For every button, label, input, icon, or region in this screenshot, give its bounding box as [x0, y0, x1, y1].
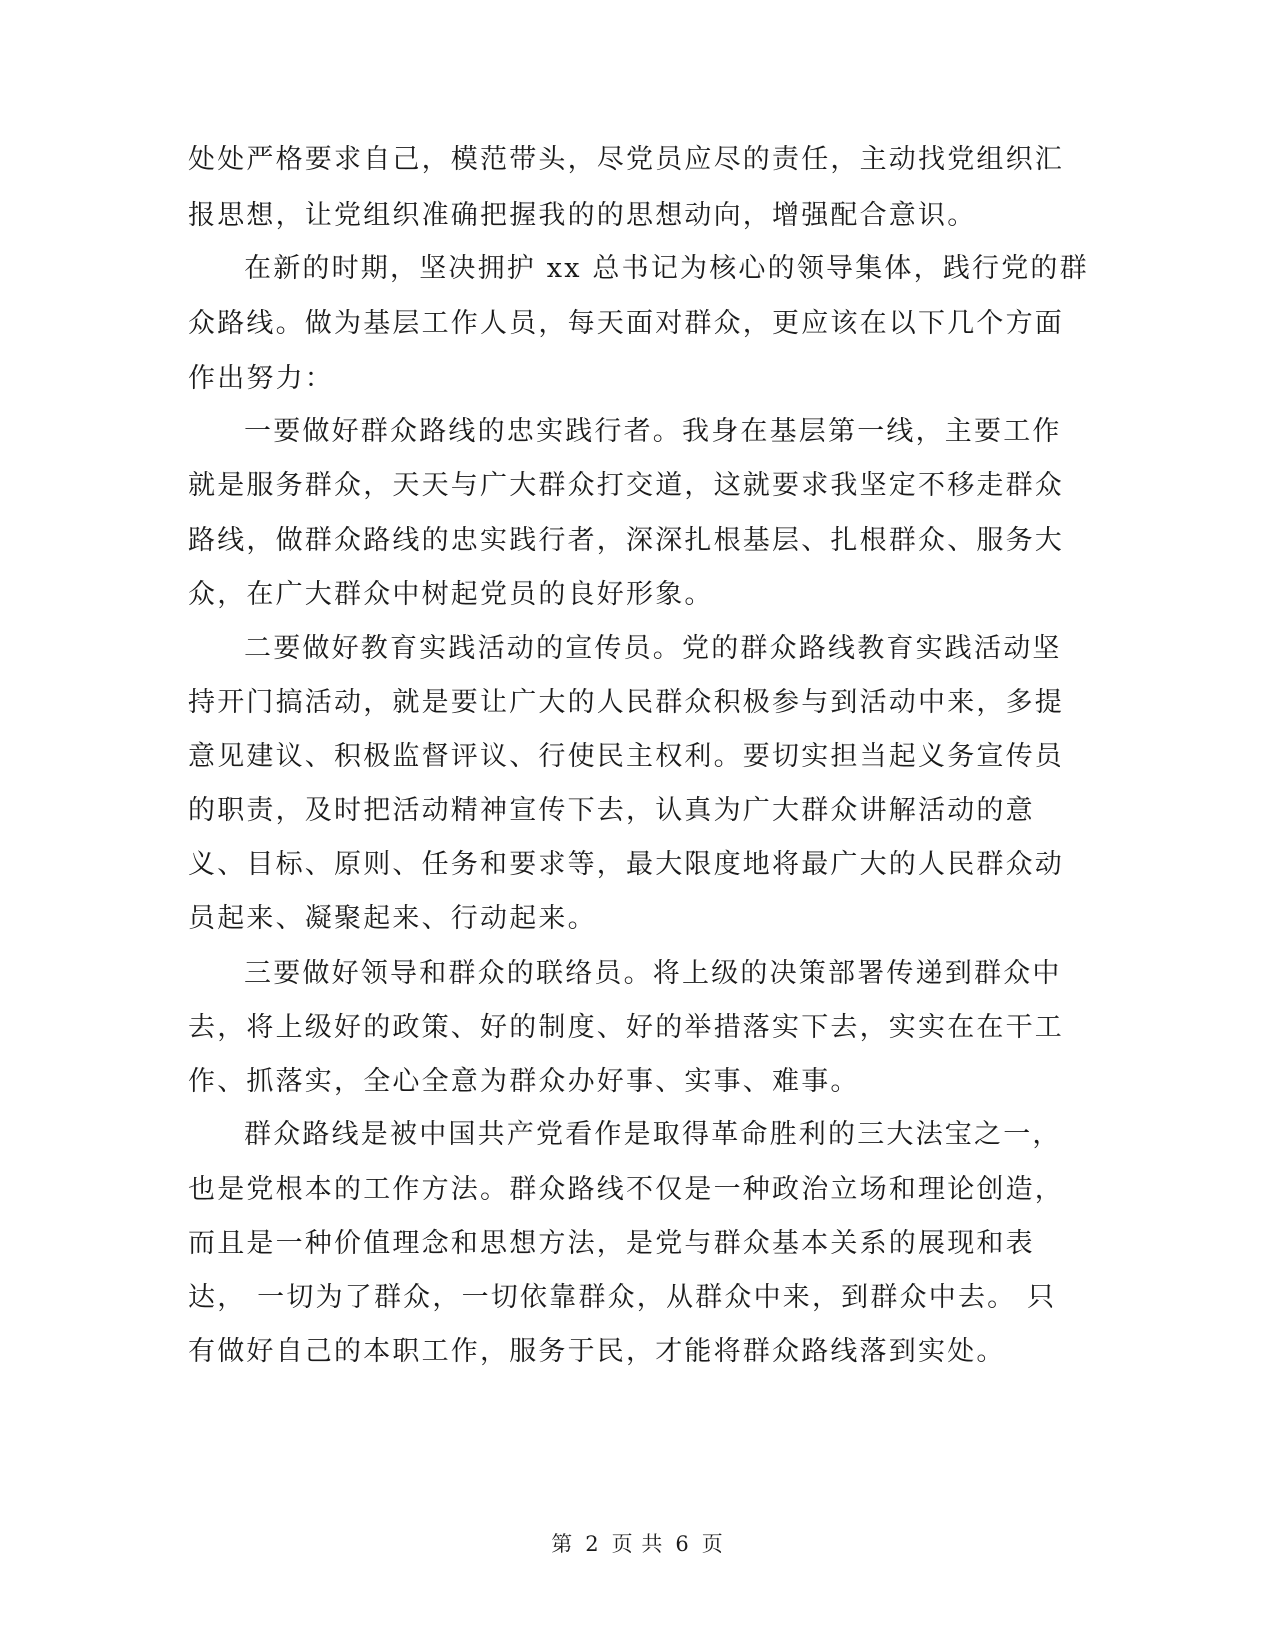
paragraph-line: 众，在广大群众中树起党员的良好形象。 [188, 579, 714, 610]
paragraph-line: 义、目标、原则、任务和要求等，最大限度地将最广大的人民群众动 [188, 849, 1064, 880]
paragraph-line: 二要做好教育实践活动的宣传员。党的群众路线教育实践活动坚 [244, 633, 1062, 664]
paragraph-line: 处处严格要求自己，模范带头，尽党员应尽的责任，主动找党组织汇 [188, 144, 1064, 175]
paragraph-line: 路线，做群众路线的忠实践行者，深深扎根基层、扎根群众、服务大 [188, 525, 1064, 556]
total-pages-number: 6 [675, 1532, 690, 1556]
paragraph-line: 的职责，及时把活动精神宣传下去，认真为广大群众讲解活动的意 [188, 795, 1035, 826]
paragraph-line: 群众路线是被中国共产党看作是取得革命胜利的三大法宝之一， [244, 1119, 1062, 1150]
paragraph-line: 报思想，让党组织准确把握我的的思想动向，增强配合意识。 [188, 200, 977, 231]
paragraph-line: 作出努力： [188, 363, 334, 394]
paragraph-line: 持开门搞活动，就是要让广大的人民群众积极参与到活动中来，多提 [188, 687, 1064, 718]
paragraph-line: 有做好自己的本职工作，服务于民，才能将群众路线落到实处。 [188, 1336, 1006, 1367]
footer-middle: 页 共 [611, 1532, 664, 1556]
paragraph-line: 就是服务群众，天天与广大群众打交道，这就要求我坚定不移走群众 [188, 470, 1064, 501]
footer-prefix: 第 [551, 1532, 574, 1556]
paragraph-line: 员起来、凝聚起来、行动起来。 [188, 903, 597, 934]
paragraph-line: 而且是一种价值理念和思想方法，是党与群众基本关系的展现和表 [188, 1228, 1035, 1259]
paragraph-line: 去，将上级好的政策、好的制度、好的举措落实下去，实实在在干工 [188, 1012, 1064, 1043]
paragraph-line: 作、抓落实，全心全意为群众办好事、实事、难事。 [188, 1066, 860, 1097]
paragraph-line: 意见建议、积极监督评议、行使民主权利。要切实担当起义务宣传员 [188, 741, 1064, 772]
paragraph-line: 也是党根本的工作方法。群众路线不仅是一种政治立场和理论创造， [188, 1174, 1064, 1205]
current-page-number: 2 [585, 1532, 600, 1556]
paragraph-line: 在新的时期，坚决拥护 xx 总书记为核心的领导集体，践行党的群 [244, 253, 1089, 284]
footer-suffix: 页 [701, 1532, 724, 1556]
paragraph-line: 一要做好群众路线的忠实践行者。我身在基层第一线，主要工作 [244, 416, 1062, 447]
page-footer [0, 1529, 1275, 1559]
paragraph-line: 众路线。做为基层工作人员，每天面对群众，更应该在以下几个方面 [188, 308, 1064, 339]
paragraph-line: 三要做好领导和群众的联络员。将上级的决策部署传递到群众中 [244, 958, 1062, 989]
paragraph-line: 达， 一切为了群众，一切依靠群众，从群众中来，到群众中去。 只 [188, 1282, 1057, 1313]
